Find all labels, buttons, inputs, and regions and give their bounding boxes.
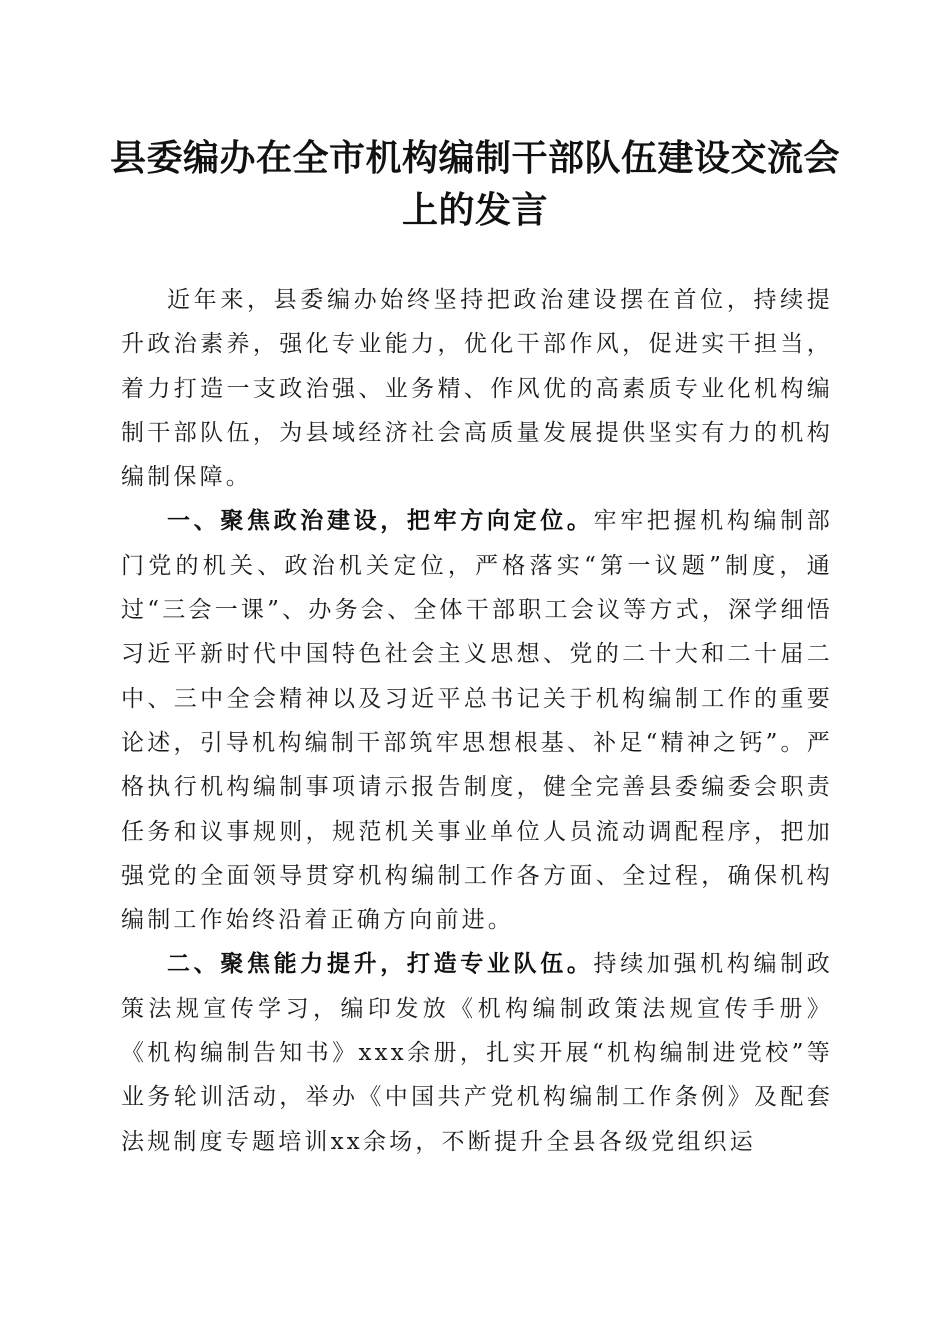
section-heading-1: 一、聚焦政治建设，把牢方向定位。 <box>167 507 594 535</box>
document-body <box>121 278 833 1164</box>
section-text-2: 持续加强机构编制政策法规宣传学习，编印发放《机构编制政策法规宣传手册》《机构编制告知书》xxx余册，扎实开展“机构编制进党校”等业务轮训活动，举办《中国共产党机构编制工作条例》及配套法规制度专题培训xx余场，不断提升全县各级党组织运 <box>121 951 833 1155</box>
section-text-1: 牢牢把握机构编制部门党的机关、政治机关定位，严格落实“第一议题”制度，通过“三会一课”、办务会、全体干部职工会议等方式，深学细悟习近平新时代中国特色社会主义思想、党的二十大和二十届二中、三中全会精神以及习近平总书记关于机构编制工作的重要论述，引导机构编制干部筑牢思想根基、补足“精神之钙”。严格执行机构编制事项请示报告制度，健全完善县委编委会职责任务和议事规则，规范机关事业单位人员流动调配程序，把加强党的全面领导贯穿机构编制工作各方面、全过程，确保机构编制工作始终沿着正确方向前进。 <box>121 508 833 934</box>
section-heading-2: 二、聚焦能力提升，打造专业队伍。 <box>167 950 594 978</box>
section-paragraph-1 <box>121 499 833 942</box>
document-title: 县委编办在全市机构编制干部队伍建设交流会上的发言 <box>109 137 840 231</box>
intro-paragraph: 近年来，县委编办始终坚持把政治建设摆在首位，持续提升政治素养，强化专业能力，优化干部作风，促进实干担当，着力打造一支政治强、业务精、作风优的高素质专业化机构编制干部队伍，为县域经济社会高质量发展提供坚实有力的机构编制保障。 <box>121 287 833 491</box>
section-paragraph-2 <box>121 942 833 1163</box>
